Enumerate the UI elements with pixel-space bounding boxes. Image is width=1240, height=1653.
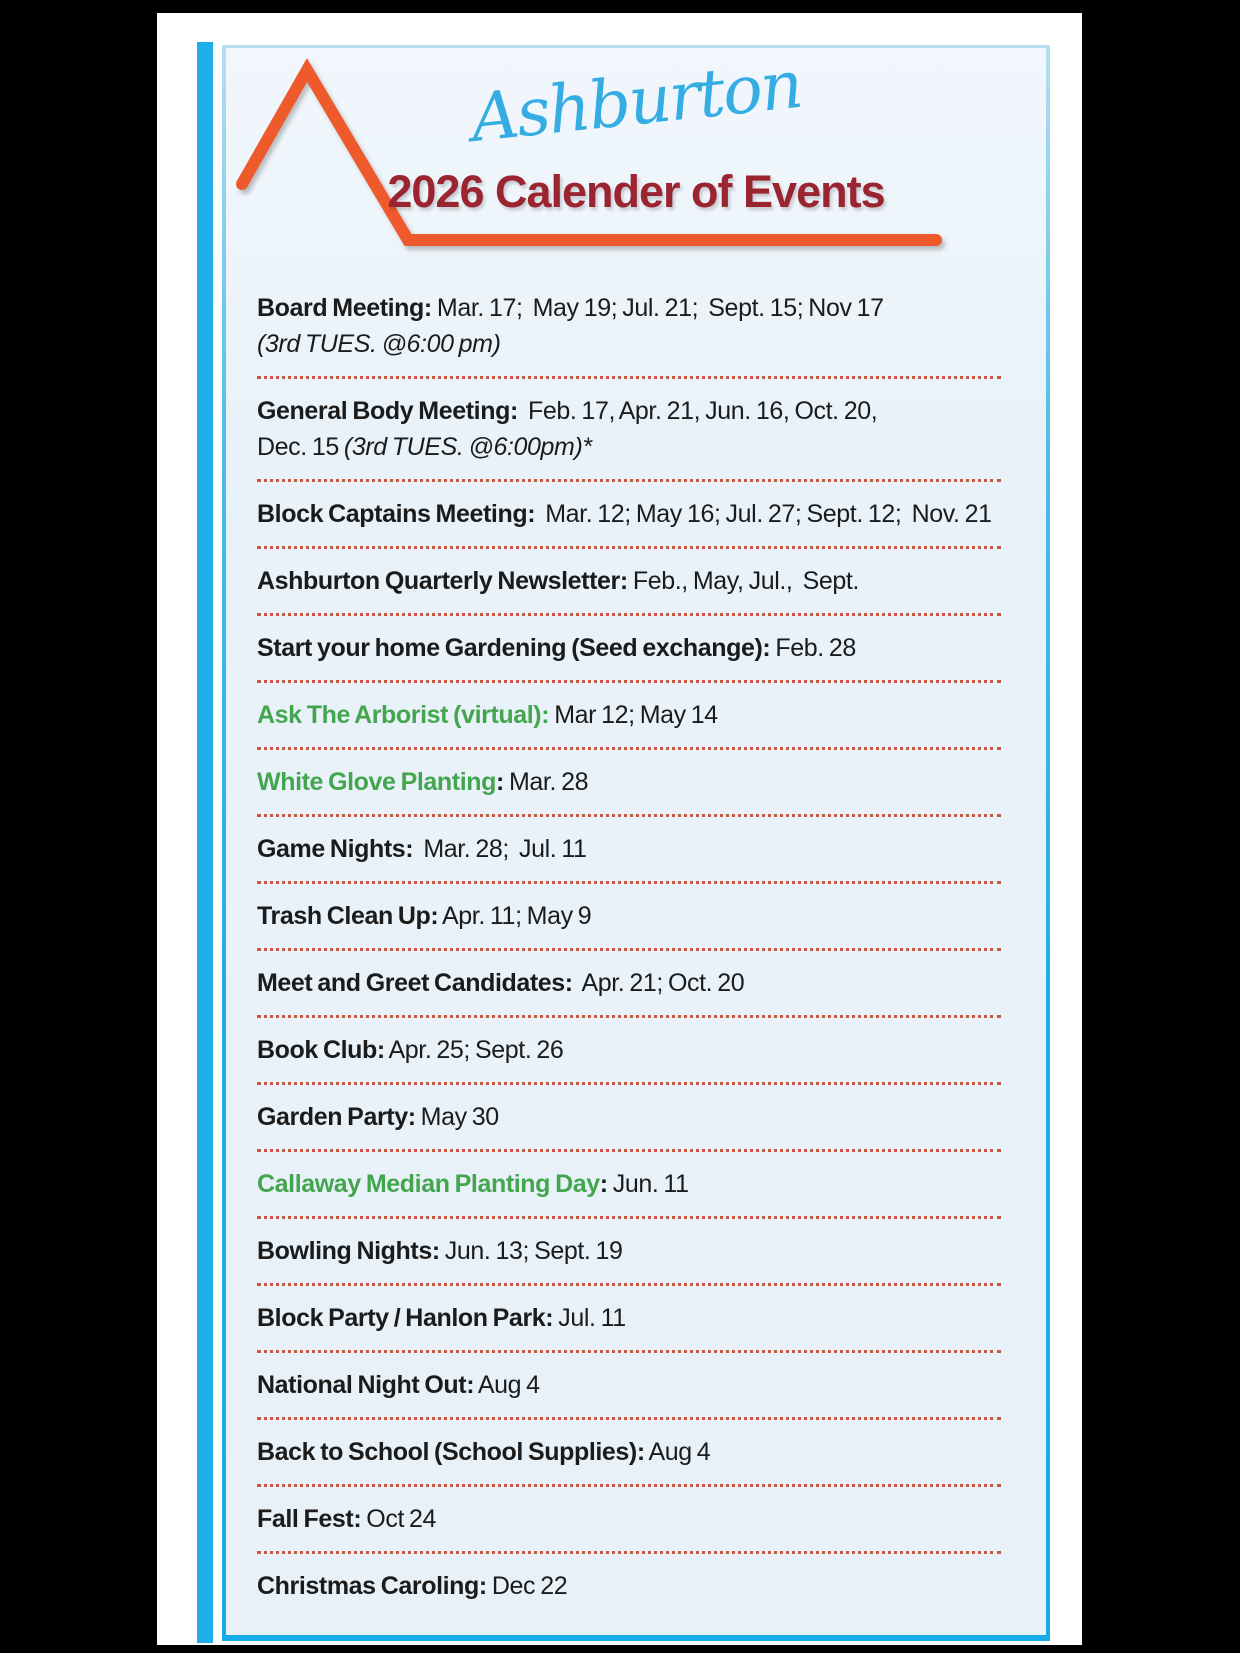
event-line bbox=[257, 1434, 1001, 1470]
event-line bbox=[257, 898, 1001, 934]
event-title: Back to School (School Supplies): bbox=[257, 1438, 645, 1466]
event-line bbox=[257, 1099, 1001, 1135]
event-line bbox=[257, 1568, 1001, 1604]
event-title: White Glove Planting bbox=[257, 768, 497, 796]
event-line bbox=[257, 563, 1001, 599]
event-row bbox=[257, 1554, 1001, 1618]
event-row bbox=[257, 1420, 1001, 1487]
event-title: Block Captains Meeting: bbox=[257, 500, 536, 528]
event-dates: Mar. 12; May 16; Jul. 27; Sept. 12; Nov. 21 bbox=[535, 500, 992, 528]
flyer-page bbox=[157, 13, 1082, 1645]
event-line bbox=[257, 290, 1001, 326]
event-note-italic: (3rd TUES. @6:00 pm) bbox=[257, 330, 501, 358]
event-dates: Jun. 11 bbox=[607, 1170, 689, 1198]
events-panel bbox=[222, 45, 1050, 1641]
event-dates: Mar. 28; Jul. 11 bbox=[413, 835, 587, 863]
event-note bbox=[257, 429, 1001, 465]
event-dates: Mar. 17; May 19; Jul. 21; Sept. 15; Nov 17 bbox=[431, 294, 884, 322]
event-title: Block Party / Hanlon Park: bbox=[257, 1304, 554, 1332]
event-title: Garden Party: bbox=[257, 1103, 416, 1131]
event-dates: Dec 22 bbox=[486, 1572, 568, 1600]
event-row bbox=[257, 1487, 1001, 1554]
event-dates: Jun. 13; Sept. 19 bbox=[439, 1237, 623, 1265]
event-row bbox=[257, 616, 1001, 683]
event-dates: Mar. 28 bbox=[503, 768, 589, 796]
flyer-header bbox=[226, 45, 1046, 276]
event-title: Game Nights: bbox=[257, 835, 414, 863]
event-dates: Aug 4 bbox=[644, 1438, 711, 1466]
event-dates: May 30 bbox=[415, 1103, 499, 1131]
event-title: Ashburton Quarterly Newsletter: bbox=[257, 567, 628, 595]
event-row bbox=[257, 1152, 1001, 1219]
event-row bbox=[257, 549, 1001, 616]
event-line bbox=[257, 1367, 1001, 1403]
event-dates: Feb. 28 bbox=[770, 634, 856, 662]
event-title: Meet and Greet Candidates: bbox=[257, 969, 573, 997]
event-dates: Apr. 25; Sept. 26 bbox=[384, 1036, 564, 1064]
event-title: Ask The Arborist (virtual): bbox=[257, 701, 550, 729]
event-title: Start your home Gardening (Seed exchange): bbox=[257, 634, 771, 662]
event-row bbox=[257, 1286, 1001, 1353]
event-title: Fall Fest: bbox=[257, 1505, 362, 1533]
event-row bbox=[257, 884, 1001, 951]
page-title: 2026 Calender of Events bbox=[387, 166, 885, 217]
event-title: Board Meeting: bbox=[257, 294, 432, 322]
events-list bbox=[257, 276, 1001, 1618]
event-dates: Apr. 21; Oct. 20 bbox=[572, 969, 745, 997]
event-line bbox=[257, 1501, 1001, 1537]
event-line bbox=[257, 393, 1001, 429]
event-line bbox=[257, 1300, 1001, 1336]
event-line bbox=[257, 697, 1001, 733]
event-row bbox=[257, 1085, 1001, 1152]
event-row bbox=[257, 750, 1001, 817]
event-dates: Mar 12; May 14 bbox=[549, 701, 718, 729]
event-line bbox=[257, 764, 1001, 800]
event-title: Bowling Nights: bbox=[257, 1237, 440, 1265]
event-row bbox=[257, 1353, 1001, 1420]
event-dates: Oct 24 bbox=[361, 1505, 437, 1533]
event-row bbox=[257, 482, 1001, 549]
event-title: Callaway Median Planting Day bbox=[257, 1170, 600, 1198]
left-accent-bar bbox=[197, 42, 213, 1643]
event-line bbox=[257, 1233, 1001, 1269]
event-row bbox=[257, 379, 1001, 482]
event-note-italic: (3rd TUES. @6:00pm)* bbox=[343, 433, 592, 461]
event-line bbox=[257, 1166, 1001, 1202]
event-note-regular: Dec. 15 bbox=[257, 433, 344, 461]
event-title: General Body Meeting: bbox=[257, 397, 518, 425]
event-colon: : bbox=[599, 1170, 608, 1198]
event-row bbox=[257, 1018, 1001, 1085]
event-dates: Aug 4 bbox=[474, 1371, 540, 1399]
event-line bbox=[257, 831, 1001, 867]
event-row bbox=[257, 1219, 1001, 1286]
event-title: National Night Out: bbox=[257, 1371, 475, 1399]
event-line bbox=[257, 1032, 1001, 1068]
event-line bbox=[257, 630, 1001, 666]
event-row bbox=[257, 951, 1001, 1018]
event-note bbox=[257, 326, 1001, 362]
event-title: Christmas Caroling: bbox=[257, 1572, 487, 1600]
event-dates: Apr. 11; May 9 bbox=[438, 902, 592, 930]
event-dates: Feb., May, Jul., Sept. bbox=[627, 567, 859, 595]
event-line bbox=[257, 496, 1001, 532]
ashburton-script-logo: Ashburton bbox=[467, 45, 805, 158]
event-row bbox=[257, 276, 1001, 379]
event-colon: : bbox=[496, 768, 504, 796]
event-line bbox=[257, 965, 1001, 1001]
event-row bbox=[257, 817, 1001, 884]
event-row bbox=[257, 683, 1001, 750]
event-title: Trash Clean Up: bbox=[257, 902, 439, 930]
event-dates: Jul. 11 bbox=[553, 1304, 626, 1332]
event-title: Book Club: bbox=[257, 1036, 385, 1064]
event-dates: Feb. 17, Apr. 21, Jun. 16, Oct. 20, bbox=[517, 397, 878, 425]
